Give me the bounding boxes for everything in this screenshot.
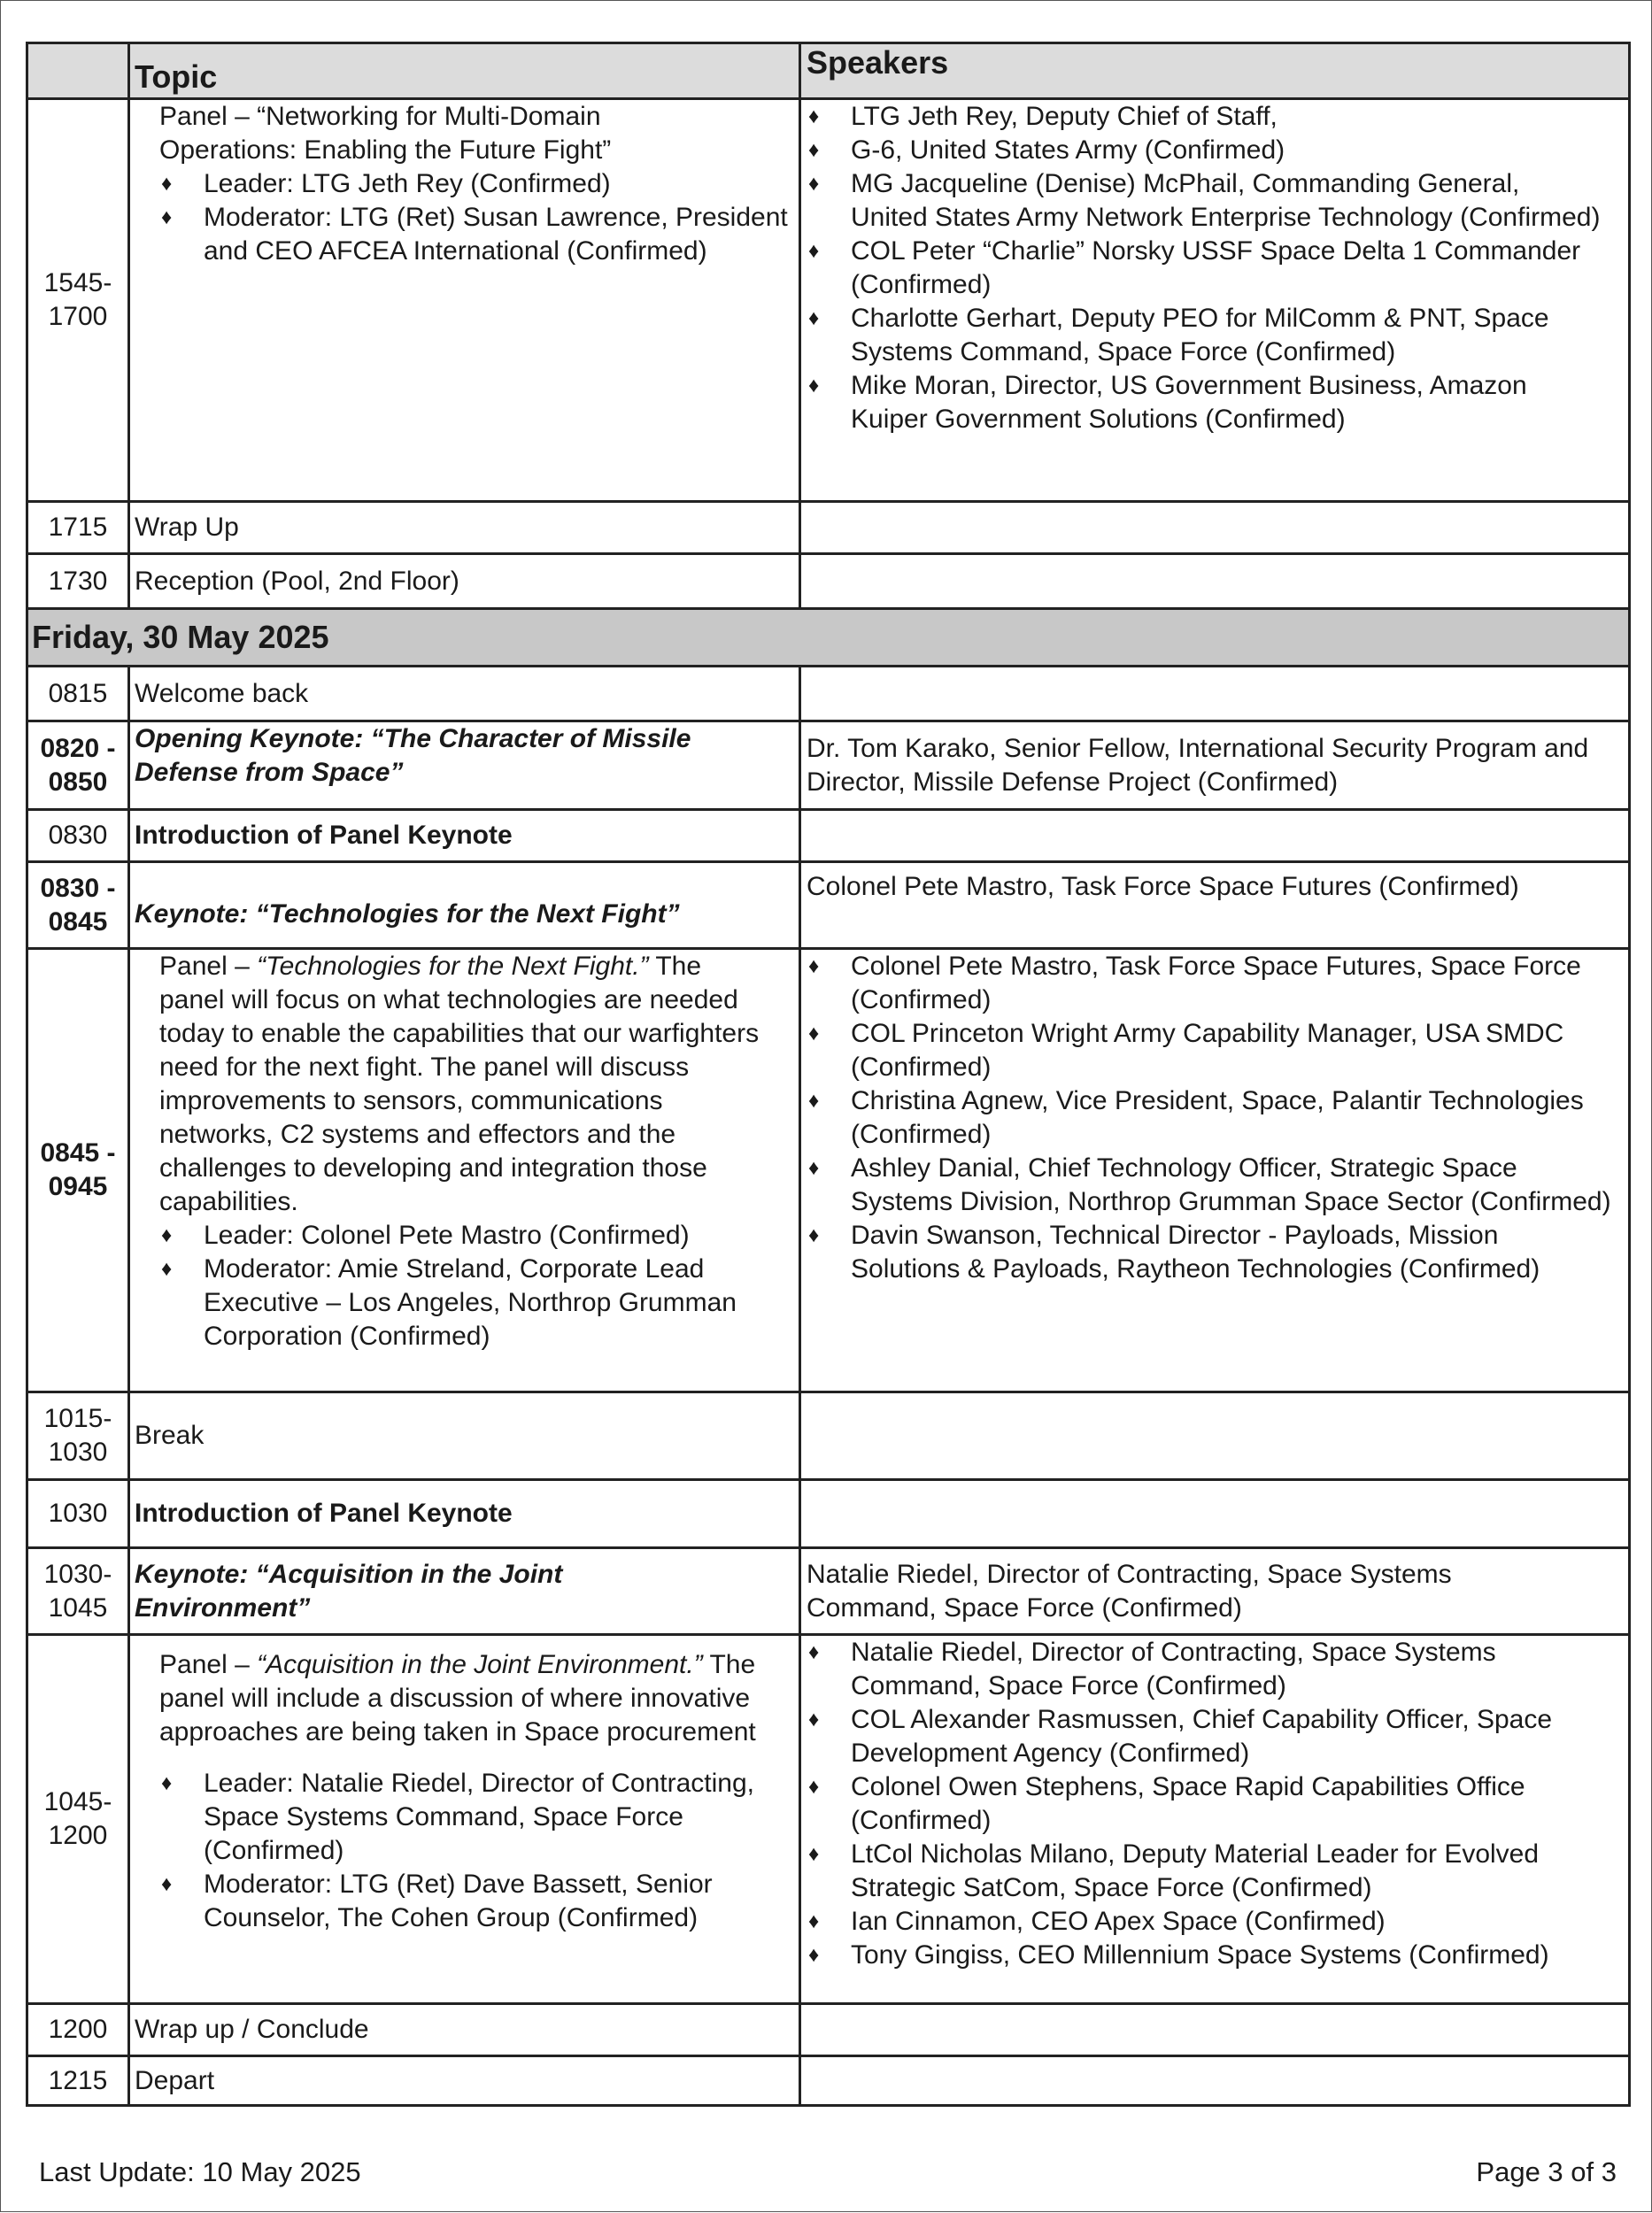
time-end: 0850 [48, 767, 108, 797]
time-start: 0830 - [40, 873, 116, 903]
header-speakers: Speakers [801, 44, 1631, 97]
table-row [26, 552, 1631, 607]
time-cell [26, 1393, 130, 1478]
list-item [807, 302, 1603, 369]
time-cell [26, 1549, 130, 1633]
topic-cell [130, 1636, 801, 2002]
moderator-text: Moderator: LTG (Ret) Susan Lawrence, President and CEO AFCEA International (Confirmed) [204, 203, 788, 266]
list-item [159, 1219, 770, 1253]
topic-cell: Break [130, 1393, 801, 1478]
list-item [159, 1767, 779, 1868]
panel-title: “Acquisition in the Joint Environment.” [257, 1650, 703, 1679]
diamond-bullet-icon: ♦ [808, 172, 820, 196]
table-row [26, 2055, 1631, 2107]
list-item [159, 167, 799, 201]
speakers-cell [801, 863, 1631, 947]
speakers-cell [801, 100, 1631, 500]
panel-desc: The panel will focus on what technologies are needed today to enable the capabilities that our warfighters need for the next fight. The panel will discuss improvements to sensors, communications networks, C2 systems and effectors and the challenges to developing and integration those capabilities. [159, 952, 760, 1216]
panel-title: “Technologies for the Next Fight.” [257, 952, 649, 981]
speakers-cell [801, 667, 1631, 720]
time-cell [26, 863, 130, 947]
speaker-text: Tony Gingiss, CEO Millennium Space Systems (Confirmed) [851, 1940, 1549, 1970]
speaker-text: Ashley Danial, Chief Technology Officer, Strategic Space Systems Division, Northrop Grumman Space Sector (Confirmed) [851, 1153, 1611, 1216]
speakers-cell [801, 722, 1631, 808]
speakers-cell [801, 811, 1631, 860]
diamond-bullet-icon: ♦ [808, 138, 820, 162]
time-start: 1045- [43, 1787, 112, 1816]
diamond-bullet-icon: ♦ [808, 1842, 820, 1866]
time-cell: 1730 [26, 555, 130, 607]
list-item [159, 201, 799, 268]
table-row [26, 1478, 1631, 1546]
time-cell [26, 950, 130, 1391]
topic-cell: Welcome back [130, 667, 801, 720]
speaker-text: Dr. Tom Karako, Senior Fellow, International Security Program and Director, Missile Defense Project (Confirmed) [807, 733, 1589, 797]
list-item [807, 167, 1603, 235]
list-item [807, 1219, 1612, 1286]
table-row [26, 947, 1631, 1391]
speakers-cell [801, 950, 1631, 1391]
time-end: 0845 [48, 906, 108, 937]
table-row [26, 1391, 1631, 1478]
speaker-text: MG Jacqueline (Denise) McPhail, Commanding General, United States Army Network Enterprise Technology (Confirmed) [851, 169, 1601, 232]
panel-desc: The panel will include a discussion of where innovative approaches are being taken in Space procurement [159, 1650, 756, 1746]
speakers-cell [801, 555, 1631, 607]
speaker-text: Mike Moran, Director, US Government Business, Amazon Kuiper Government Solutions (Confirmed) [851, 371, 1527, 434]
leader-text: Leader: Colonel Pete Mastro (Confirmed) [204, 1221, 690, 1250]
speaker-text: Davin Swanson, Technical Director - Payloads, Mission Solutions & Payloads, Raytheon Technologies (Confirmed) [851, 1221, 1540, 1284]
diamond-bullet-icon: ♦ [161, 1872, 173, 1896]
time-start: 1015- [43, 1404, 112, 1433]
list-item [807, 235, 1603, 302]
time-end: 1700 [48, 302, 108, 331]
list-item [159, 1253, 770, 1353]
time-cell: 1030 [26, 1481, 130, 1546]
speaker-text: COL Peter “Charlie” Norsky USSF Space Delta 1 Commander (Confirmed) [851, 236, 1581, 299]
list-item [807, 1703, 1625, 1770]
speaker-text: Colonel Owen Stephens, Space Rapid Capabilities Office (Confirmed) [851, 1772, 1525, 1835]
table-row [26, 808, 1631, 860]
diamond-bullet-icon: ♦ [808, 1775, 820, 1799]
diamond-bullet-icon: ♦ [808, 306, 820, 330]
panel-roles-list [159, 167, 799, 268]
speakers-cell [801, 1636, 1631, 2002]
list-item [807, 1939, 1625, 1972]
list-item [807, 1838, 1625, 1905]
time-cell: 0830 [26, 811, 130, 860]
time-end: 0945 [48, 1172, 108, 1201]
list-item [807, 1905, 1625, 1939]
time-start: 1030- [43, 1559, 112, 1589]
speaker-text: LTG Jeth Rey, Deputy Chief of Staff, [851, 102, 1278, 131]
list-item [807, 100, 1603, 134]
topic-cell: Depart [130, 2057, 801, 2104]
header-time [26, 44, 130, 97]
table-row [26, 720, 1631, 808]
panel-description [159, 950, 770, 1219]
diamond-bullet-icon: ♦ [808, 1089, 820, 1113]
panel-title: Panel – “Networking for Multi-Domain Operations: Enabling the Future Fight” [159, 102, 612, 165]
topic-cell [130, 100, 801, 500]
list-item [807, 1084, 1612, 1152]
speaker-text: COL Princeton Wright Army Capability Manager, USA SMDC (Confirmed) [851, 1019, 1564, 1082]
leader-text: Leader: LTG Jeth Rey (Confirmed) [204, 169, 611, 198]
speakers-cell [801, 503, 1631, 552]
table-row [26, 1546, 1631, 1633]
table-header-row [26, 42, 1631, 97]
time-end: 1045 [48, 1592, 108, 1623]
table-row [26, 97, 1631, 500]
speaker-text: Christina Agnew, Vice President, Space, Palantir Technologies (Confirmed) [851, 1086, 1584, 1149]
topic-cell: Reception (Pool, 2nd Floor) [130, 555, 801, 607]
time-cell [26, 722, 130, 808]
page-number: Page 3 of 3 [1476, 2156, 1617, 2187]
speaker-text: Charlotte Gerhart, Deputy PEO for MilComm & PNT, Space Systems Command, Space Force (Confirmed) [851, 304, 1549, 366]
topic-cell [130, 863, 801, 947]
diamond-bullet-icon: ♦ [808, 1708, 820, 1731]
time-start: 0820 - [40, 733, 116, 763]
list-item [807, 1770, 1625, 1838]
list-item [807, 369, 1603, 436]
list-item [807, 1636, 1625, 1703]
speaker-text: Natalie Riedel, Director of Contracting, Space Systems Command, Space Force (Confirmed) [807, 1559, 1452, 1623]
speakers-cell [801, 1481, 1631, 1546]
leader-text: Leader: Natalie Riedel, Director of Contracting, Space Systems Command, Space Force (Confirmed) [204, 1769, 754, 1865]
diamond-bullet-icon: ♦ [161, 1257, 173, 1281]
time-end: 1030 [48, 1438, 108, 1467]
time-end: 1200 [48, 1821, 108, 1850]
topic-cell: Introduction of Panel Keynote [130, 1481, 801, 1546]
diamond-bullet-icon: ♦ [161, 1223, 173, 1247]
time-start: 1545- [43, 268, 112, 297]
topic-cell [130, 1549, 801, 1633]
diamond-bullet-icon: ♦ [808, 104, 820, 128]
diamond-bullet-icon: ♦ [808, 1223, 820, 1247]
table-row [26, 500, 1631, 552]
day-heading: Friday, 30 May 2025 [26, 610, 1631, 665]
list-item [159, 1868, 779, 1935]
speakers-list [807, 100, 1603, 436]
diamond-bullet-icon: ♦ [808, 1640, 820, 1664]
diamond-bullet-icon: ♦ [808, 1156, 820, 1180]
diamond-bullet-icon: ♦ [161, 205, 173, 229]
speakers-cell [801, 1549, 1631, 1633]
time-cell: 1715 [26, 503, 130, 552]
day-header-row [26, 607, 1631, 665]
header-topic: Topic [130, 44, 801, 97]
panel-roles-list [159, 1767, 779, 1935]
speakers-cell [801, 2005, 1631, 2055]
keynote-title: Keynote: “Technologies for the Next Fight” [135, 899, 680, 929]
topic-cell [130, 950, 801, 1391]
moderator-text: Moderator: LTG (Ret) Dave Bassett, Senior Counselor, The Cohen Group (Confirmed) [204, 1870, 713, 1932]
panel-roles-list [159, 1219, 770, 1353]
diamond-bullet-icon: ♦ [808, 239, 820, 263]
list-item [807, 1017, 1612, 1084]
topic-cell: Wrap up / Conclude [130, 2005, 801, 2055]
table-row [26, 665, 1631, 720]
last-update-text: Last Update: 10 May 2025 [39, 2156, 361, 2187]
speakers-list [807, 1636, 1625, 1972]
speaker-text: Ian Cinnamon, CEO Apex Space (Confirmed) [851, 1907, 1386, 1936]
panel-lead: Panel – [159, 952, 258, 981]
speakers-list [807, 950, 1612, 1286]
topic-cell [130, 722, 801, 808]
moderator-text: Moderator: Amie Streland, Corporate Lead Executive – Los Angeles, Northrop Grumman Corporation (Confirmed) [204, 1254, 737, 1351]
diamond-bullet-icon: ♦ [808, 954, 820, 978]
speaker-text: Colonel Pete Mastro, Task Force Space Futures, Space Force (Confirmed) [851, 952, 1581, 1014]
time-cell: 1215 [26, 2057, 130, 2104]
topic-cell: Wrap Up [130, 503, 801, 552]
list-item [807, 950, 1612, 1017]
speaker-text: COL Alexander Rasmussen, Chief Capability Officer, Space Development Agency (Confirmed) [851, 1705, 1553, 1768]
list-item [807, 134, 1603, 167]
table-row [26, 2002, 1631, 2055]
time-cell: 0815 [26, 667, 130, 720]
speaker-text: Colonel Pete Mastro, Task Force Space Futures (Confirmed) [807, 872, 1519, 901]
time-cell: 1200 [26, 2005, 130, 2055]
diamond-bullet-icon: ♦ [161, 172, 173, 196]
table-row [26, 1633, 1631, 2002]
panel-description [159, 1648, 779, 1749]
table-row [26, 860, 1631, 947]
diamond-bullet-icon: ♦ [808, 1022, 820, 1045]
panel-lead: Panel – [159, 1650, 258, 1679]
speaker-text: LtCol Nicholas Milano, Deputy Material Leader for Evolved Strategic SatCom, Space Force (Confirmed) [851, 1839, 1540, 1902]
speaker-text: G-6, United States Army (Confirmed) [851, 135, 1285, 165]
speakers-cell [801, 1393, 1631, 1478]
time-start: 0845 - [40, 1138, 116, 1168]
keynote-title: Keynote: “Acquisition in the Joint Environment” [135, 1559, 563, 1623]
list-item [807, 1152, 1612, 1219]
topic-cell: Introduction of Panel Keynote [130, 811, 801, 860]
keynote-title: Opening Keynote: “The Character of Missile Defense from Space” [135, 724, 691, 787]
time-cell [26, 1636, 130, 2002]
speakers-cell [801, 2057, 1631, 2104]
diamond-bullet-icon: ♦ [808, 1943, 820, 1967]
diamond-bullet-icon: ♦ [808, 1909, 820, 1933]
speaker-text: Natalie Riedel, Director of Contracting, Space Systems Command, Space Force (Confirmed) [851, 1638, 1496, 1700]
time-cell [26, 100, 130, 500]
diamond-bullet-icon: ♦ [161, 1771, 173, 1795]
diamond-bullet-icon: ♦ [808, 374, 820, 397]
